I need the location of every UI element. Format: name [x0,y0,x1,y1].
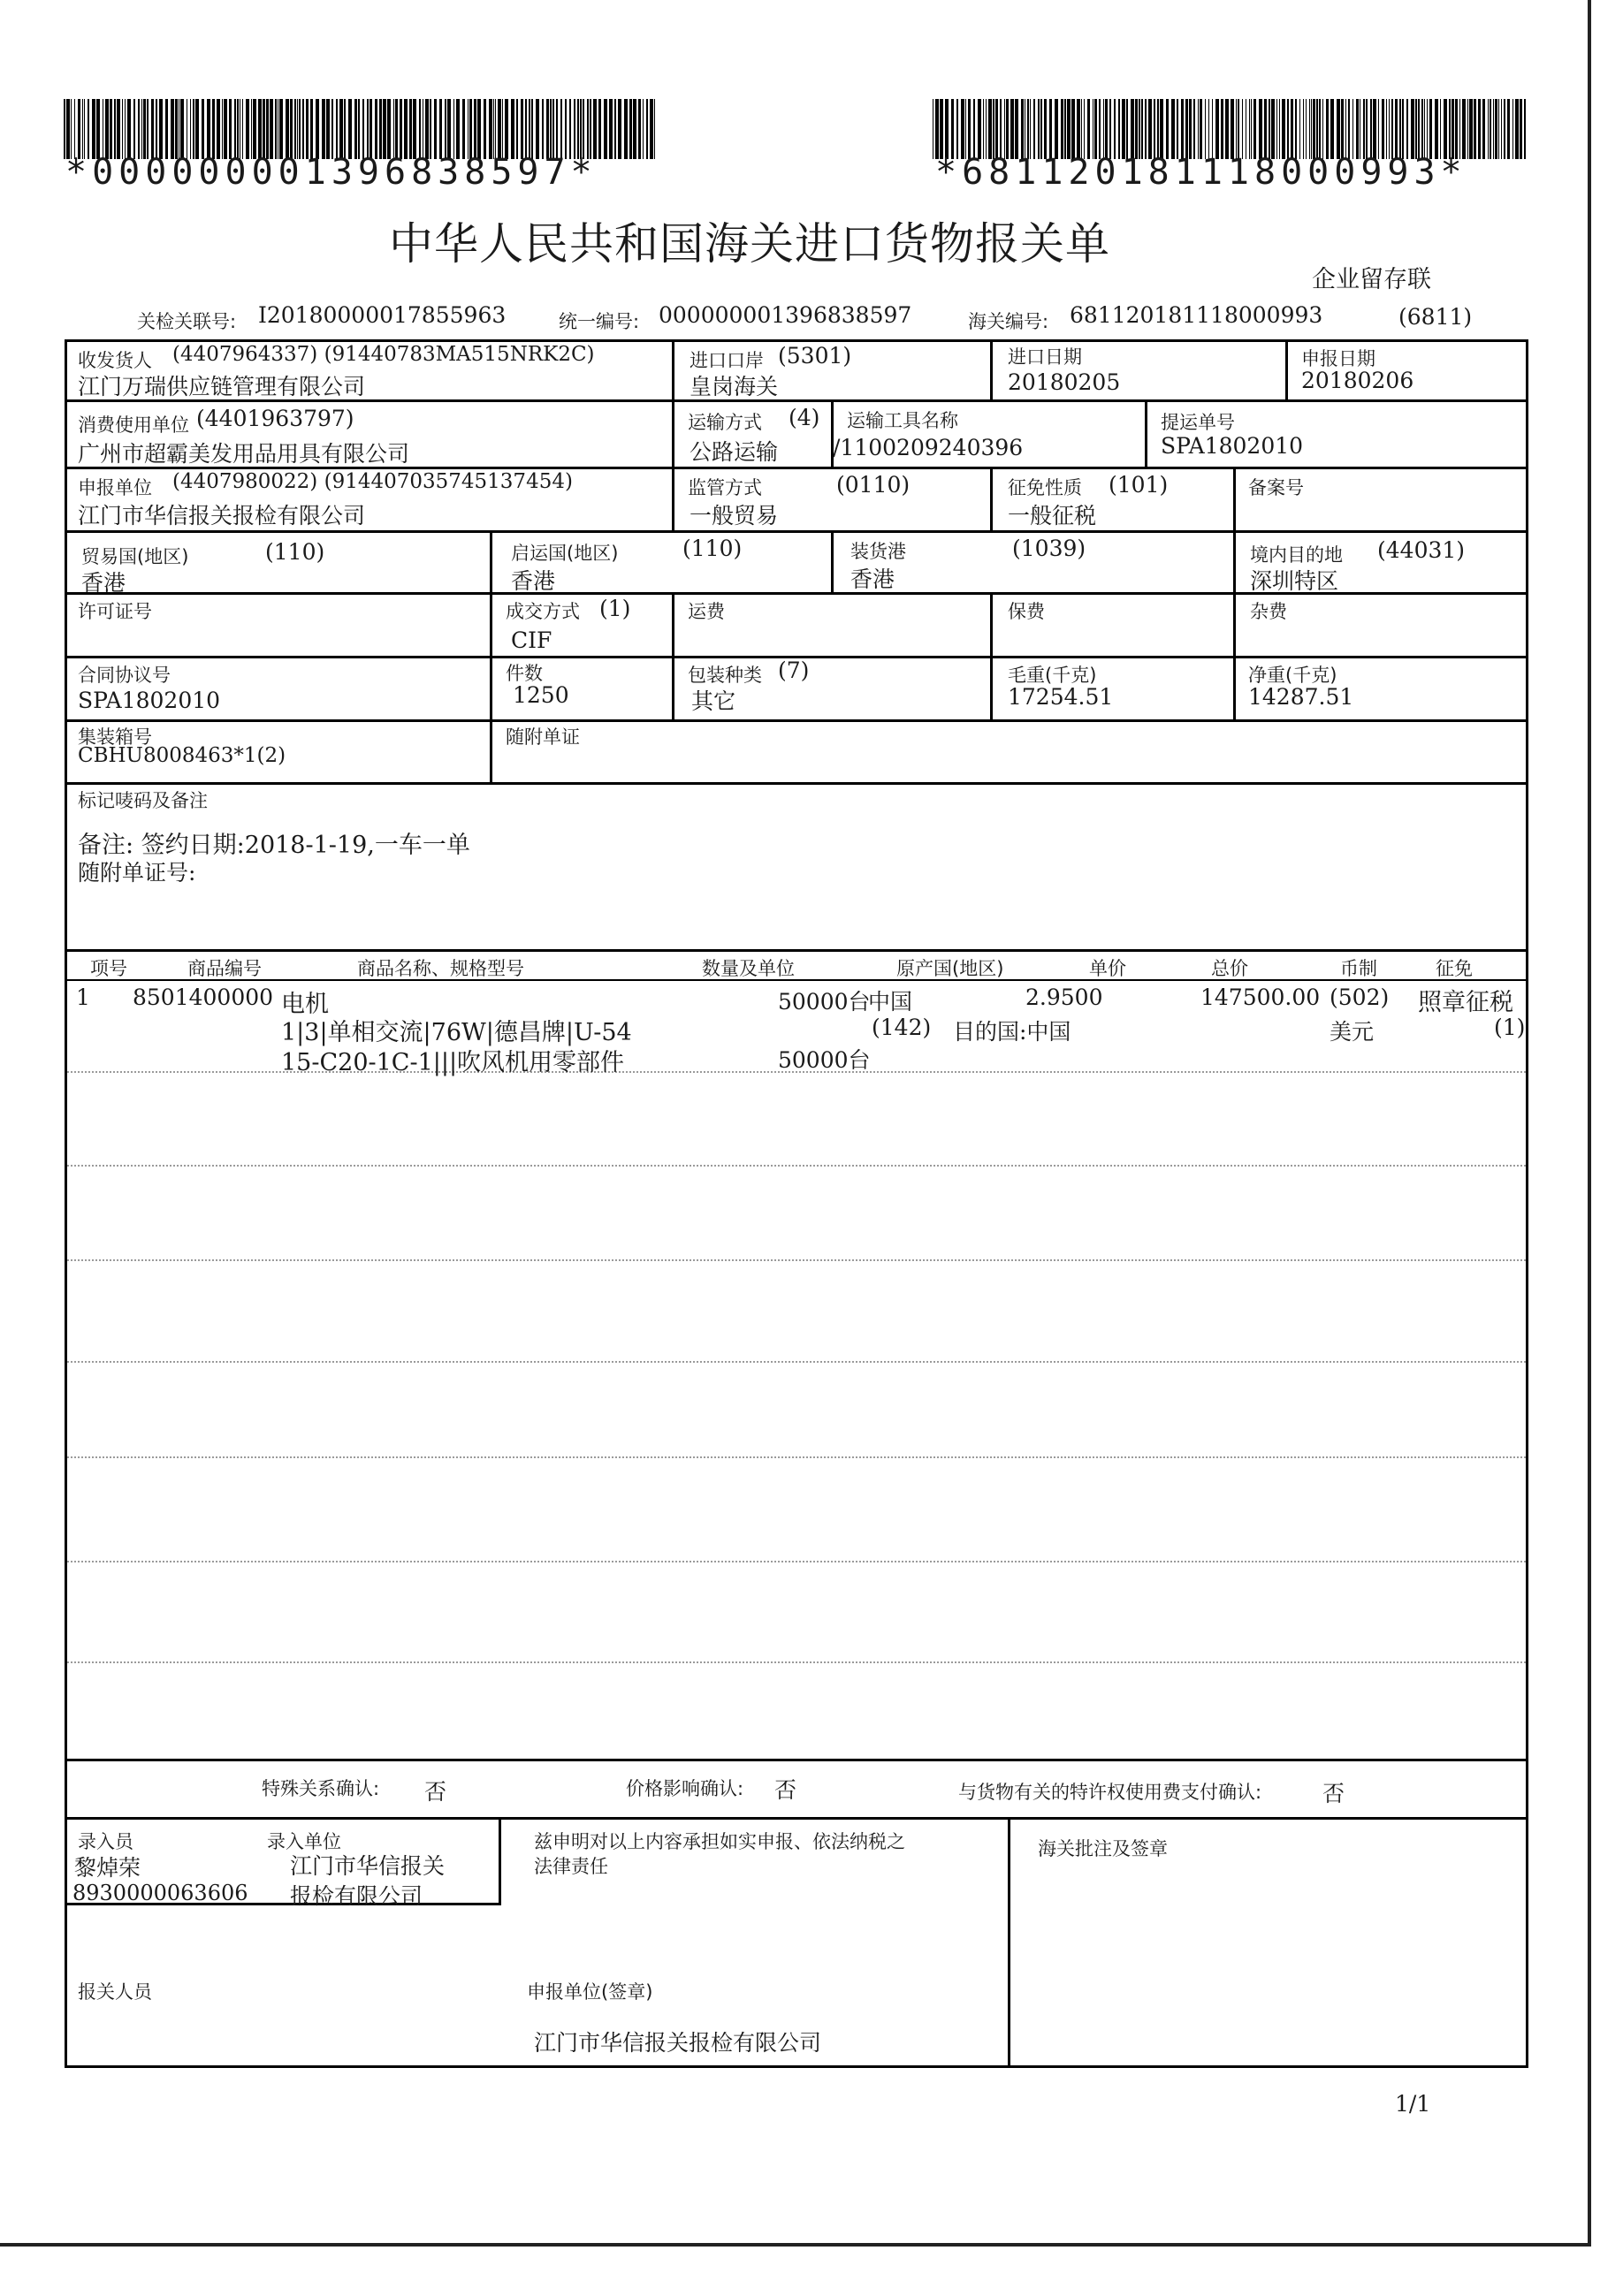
bill-label: 提运单号 [1161,412,1235,433]
vsep-footer [1008,1817,1010,2067]
inspection-no-label: 关检关联号: [137,311,237,332]
broker-label: 报关人员 [78,1981,152,2003]
goods-header-levy: 征免 [1436,958,1473,979]
consignee-name: 江门万瑞供应链管理有限公司 [78,374,366,399]
vsep [672,399,674,468]
barcode-right-text: *681120181118000993* [935,152,1467,193]
vsep [490,530,492,594]
supervision-code: (0110) [836,472,911,498]
container-label: 集装箱号 [78,726,152,748]
copy-label: 企业留存联 [1312,266,1431,293]
barcode-right [933,99,1527,159]
goods-header-currency: 币制 [1340,958,1377,979]
goods-currency: 美元 [1330,1019,1375,1045]
destination-code: (44031) [1377,537,1466,563]
vsep [1285,339,1288,401]
vsep [831,530,834,594]
entry-person: 黎焯荣 [74,1855,141,1881]
goods-spec-line1: 1|3|单相交流|76W|德昌牌|U-54 [281,1019,632,1046]
import-date-label: 进口日期 [1008,346,1082,368]
vsep [1233,656,1236,721]
goods-origin-code: (142) [872,1015,932,1040]
net-weight-value: 14287.51 [1248,684,1354,710]
consumer-name: 广州市超霸美发用品用具有限公司 [78,441,410,467]
goods-name: 电机 [281,991,329,1018]
supervision-name: 一般贸易 [690,503,779,528]
consumer-label: 消费使用单位 [78,414,189,436]
goods-qty-line1: 50000台 [778,989,871,1015]
vsep [1233,592,1236,658]
vsep [672,656,674,721]
consignee-label: 收发货人 [78,350,152,371]
unified-no-value: 000000001396838597 [659,302,912,328]
pieces-label: 件数 [506,663,543,684]
transport-label: 运输方式 [688,412,762,433]
attached-docs-label: 随附单证 [506,726,580,748]
remarks-line1: 备注: 签约日期:2018-1-19,一车一单 [78,832,470,859]
import-date: 20180205 [1008,369,1121,395]
barcode-left [64,99,658,159]
declarer-name: 江门市华信报关报检有限公司 [78,503,366,528]
entry-person-label: 录入员 [78,1831,133,1852]
vehicle-label: 运输工具名称 [847,410,958,431]
declaration-line1: 兹申明对以上内容承担如实申报、依法纳税之 [534,1831,905,1852]
goods-row-line [67,1165,1526,1167]
goods-qty-line2: 50000台 [778,1047,871,1073]
goods-header-hs-code: 商品编号 [187,958,262,979]
vsep [1145,399,1147,468]
trade-country-label: 贸易国(地区) [81,546,189,567]
goods-header-item-no: 项号 [90,958,127,979]
remarks-line2: 随附单证号: [78,860,196,886]
record-no-label: 备案号 [1248,477,1304,498]
license-label: 许可证号 [78,601,152,622]
port-name: 皇岗海关 [690,374,779,399]
royalty-value: 否 [1322,1781,1345,1806]
goods-levy-code: (1) [1494,1015,1526,1040]
goods-header-total-price: 总价 [1211,958,1248,979]
vsep [490,656,492,721]
goods-header-name-spec: 商品名称、规格型号 [357,958,524,979]
royalty-label: 与货物有关的特许权使用费支付确认: [958,1782,1262,1803]
goods-header-origin: 原产国(地区) [896,958,1004,979]
vsep [990,339,993,401]
goods-hs-code: 8501400000 [133,985,274,1010]
net-weight-label: 净重(千克) [1248,665,1337,686]
row-sep-remarks [65,949,1528,952]
port-code: (5301) [778,343,852,369]
destination: 深圳特区 [1250,568,1339,594]
goods-item-no: 1 [76,985,90,1010]
port-label: 进口口岸 [690,350,764,371]
trade-country-code: (110) [265,539,325,565]
inspection-no-value: I20180000017855963 [258,302,507,328]
entry-unit-label: 录入单位 [267,1831,341,1852]
vsep [1233,530,1236,594]
contract-label: 合同协议号 [78,665,171,686]
page-edge-bottom [0,2243,1591,2247]
origin-country-code: (110) [682,536,743,561]
trade-country: 香港 [81,570,126,596]
declarer-label: 申报单位 [78,477,152,498]
deal-label: 成交方式 [506,601,580,622]
goods-row-line [67,1259,1526,1261]
goods-spec-line2: 15-C20-1C-1|||吹风机用零部件 [281,1049,625,1076]
customs-code: (6811) [1398,304,1473,330]
package-label: 包装种类 [688,665,762,686]
goods-header-quantity: 数量及单位 [702,958,795,979]
declarer-seal-label: 申报单位(签章) [527,1981,653,2003]
consumer-code: (4401963797) [196,406,354,431]
declarer-codes: (4407980022) (914407035745137454) [172,470,573,493]
package-value: 其它 [691,688,736,714]
supervision-label: 监管方式 [688,477,762,498]
deal-code: (1) [599,596,631,621]
vsep [1233,467,1236,532]
vsep [490,592,492,658]
transport-name: 公路运输 [690,439,779,465]
unified-no-label: 统一编号: [559,311,640,332]
page-edge-right [1588,0,1591,2245]
price-impact-label: 价格影响确认: [626,1778,744,1799]
declaration-line2: 法律责任 [534,1856,608,1877]
goods-header-sep [65,979,1528,981]
vsep [990,656,993,721]
vsep [672,467,674,532]
goods-bottom [65,1759,1528,1761]
vehicle-value: /1100209240396 [833,435,1024,460]
grid-left [65,339,67,2068]
insurance-label: 保费 [1008,601,1045,622]
vsep [672,339,674,401]
entry-unit-line1: 江门市华信报关 [290,1853,446,1879]
levy-nature-name: 一般征税 [1008,503,1097,528]
levy-nature-label: 征免性质 [1008,477,1082,498]
container-value: CBHU8008463*1(2) [78,744,286,767]
vsep [672,592,674,658]
destination-label: 境内目的地 [1250,544,1343,566]
goods-row-line [67,1561,1526,1562]
declare-date-label: 申报日期 [1301,348,1375,369]
customs-approval-label: 海关批注及签章 [1038,1838,1168,1859]
contract-value: SPA1802010 [78,688,221,713]
origin-country-label: 启运国(地区) [511,543,619,564]
package-code: (7) [778,658,810,683]
gross-weight-value: 17254.51 [1008,684,1114,710]
goods-destination: 目的国:中国 [953,1019,1071,1045]
row-sep-3 [65,530,1528,533]
goods-row-line [67,1456,1526,1458]
declarer-seal-name: 江门市华信报关报检有限公司 [534,2030,822,2056]
pieces-value: 1250 [513,682,569,708]
misc-fee-label: 杂费 [1250,601,1287,622]
barcode-left-text: *000000001396838597* [65,152,598,193]
special-relation-label: 特殊关系确认: [262,1778,380,1799]
levy-nature-code: (101) [1109,472,1169,498]
freight-label: 运费 [688,601,725,622]
vsep [990,467,993,532]
goods-levy: 照章征税 [1418,989,1513,1016]
price-impact-value: 否 [774,1777,797,1803]
row-sep-7 [65,782,1528,785]
goods-row-line [67,1661,1526,1663]
entry-person-id: 8930000063606 [72,1881,248,1905]
consignee-codes: (4407964337) (91440783MA515NRK2C) [172,343,595,366]
grid-top [65,339,1528,342]
bill-value: SPA1802010 [1161,433,1304,459]
vsep [490,719,492,784]
grid-bottom [65,2065,1528,2068]
page-number: 1/1 [1395,2091,1431,2117]
entry-unit-line2: 报检有限公司 [290,1883,423,1909]
special-relation-value: 否 [424,1779,447,1805]
gross-weight-label: 毛重(千克) [1008,665,1097,686]
loading-port: 香港 [850,566,895,592]
deal-value: CIF [511,627,552,653]
vsep [990,592,993,658]
goods-unit-price: 2.9500 [1025,985,1103,1010]
goods-currency-code: (502) [1330,985,1390,1010]
row-sep-6 [65,719,1528,722]
origin-country: 香港 [511,568,556,594]
customs-no-value: 681120181118000993 [1070,302,1323,328]
loading-port-label: 装货港 [850,541,906,562]
goods-row-line [67,1361,1526,1363]
transport-code: (4) [789,405,820,430]
goods-header-unit-price: 单价 [1089,958,1126,979]
declare-date: 20180206 [1301,368,1414,393]
grid-right [1526,339,1528,2068]
goods-origin: 中国 [868,989,913,1015]
remarks-label: 标记唛码及备注 [78,790,208,811]
document-title: 中华人民共和国海关进口货物报关单 [389,218,1110,270]
loading-port-code: (1039) [1012,536,1086,561]
goods-total-price: 147500.00 [1200,985,1321,1010]
customs-no-label: 海关编号: [968,311,1049,332]
